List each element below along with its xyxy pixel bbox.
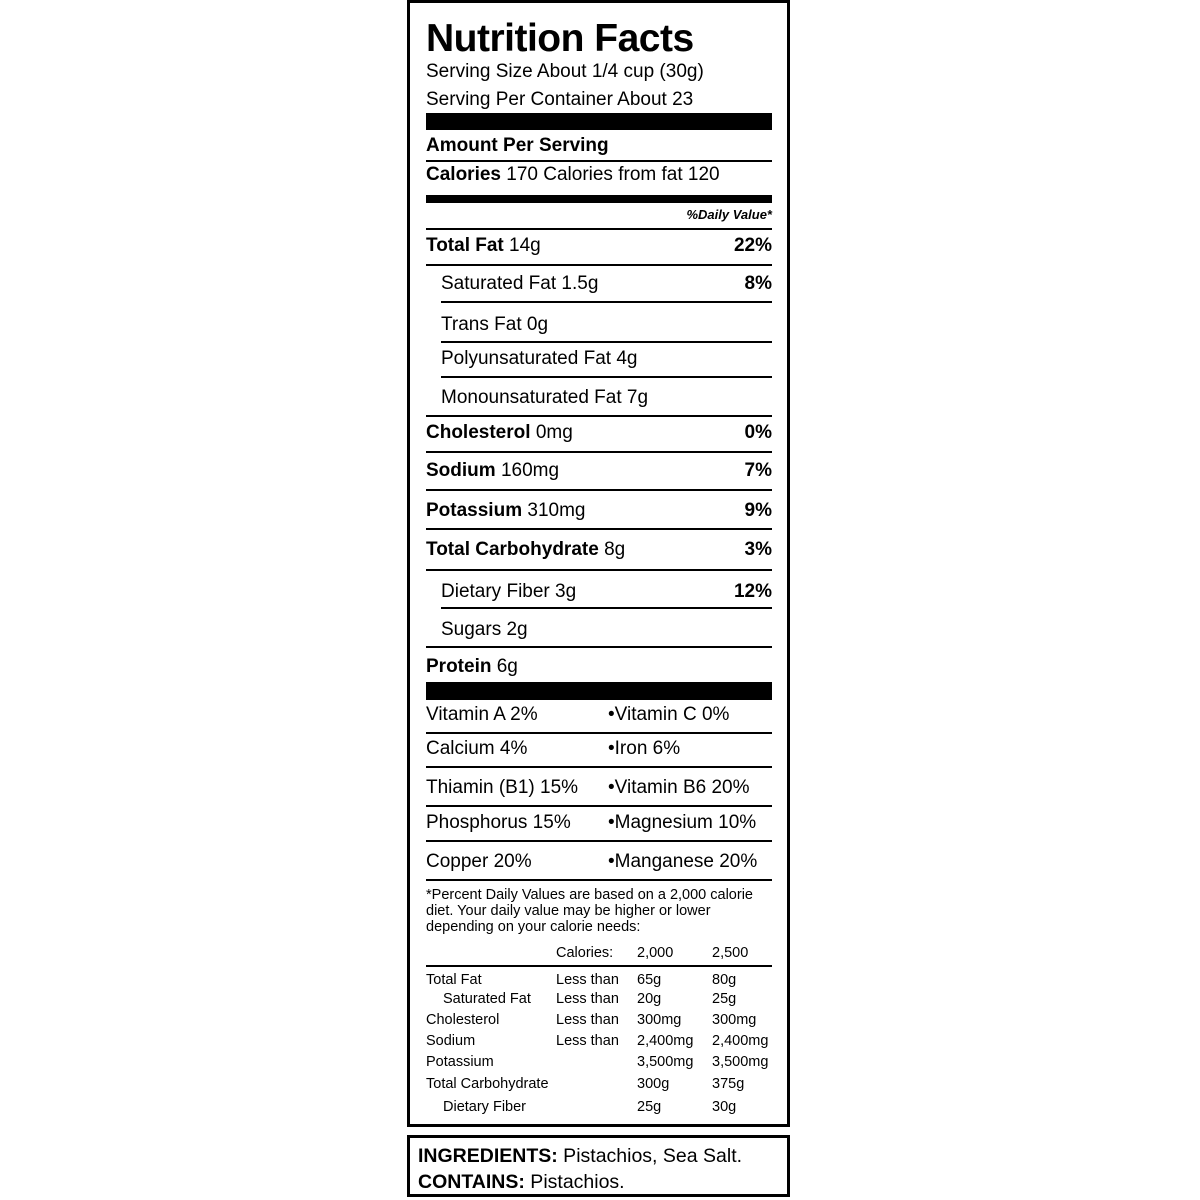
nutrient-amount: 0mg xyxy=(535,422,573,443)
divider xyxy=(441,341,772,343)
contains-label: CONTAINS: xyxy=(418,1171,525,1193)
calories-label: Calories xyxy=(426,164,501,185)
nutrient-dv: 8% xyxy=(744,273,772,294)
calories-line xyxy=(426,164,772,186)
divider xyxy=(426,879,772,881)
nutrient-name: Trans Fat 0g xyxy=(441,314,549,335)
nutrient-name: Cholesterol xyxy=(426,422,531,443)
nutrient-amount: 310mg xyxy=(527,500,586,521)
thick-divider xyxy=(426,682,772,700)
vitamin-left: Calcium 4% xyxy=(426,738,528,759)
header-2000: 2,000 xyxy=(637,945,674,961)
nutrient-row-saturated-fat xyxy=(426,273,772,295)
vitamin-left: Copper 20% xyxy=(426,851,532,872)
nutrition-facts-panel xyxy=(407,0,790,1127)
vitamin-right: •Manganese 20% xyxy=(608,851,758,872)
vitamin-left: Thiamin (B1) 15% xyxy=(426,777,579,798)
nutrient-name: Potassium xyxy=(426,500,523,521)
nutrient-dv: 22% xyxy=(733,235,772,256)
ingredients-panel xyxy=(407,1135,790,1197)
cell: Dietary Fiber xyxy=(443,1099,526,1115)
cell: 375g xyxy=(712,1076,745,1092)
nutrient-dv: 12% xyxy=(733,581,772,602)
nutrient-amount: 14g xyxy=(509,235,541,256)
cell: Less than xyxy=(556,1033,619,1049)
nutrient-row-sodium xyxy=(426,460,772,482)
cell: 300mg xyxy=(637,1012,682,1028)
nutrient-name: Saturated Fat 1.5g xyxy=(441,273,599,294)
cell: 3,500mg xyxy=(712,1054,769,1070)
divider xyxy=(426,228,772,230)
nutrient-dv: 7% xyxy=(744,460,772,481)
contains-text: Pistachios. xyxy=(524,1171,625,1193)
ingredients-label: INGREDIENTS: xyxy=(418,1145,558,1167)
cell: Less than xyxy=(556,991,619,1007)
nutrient-amount: 6g xyxy=(496,656,518,677)
nutrient-name: Total Fat xyxy=(426,235,504,256)
divider xyxy=(426,528,772,530)
nutrient-name: Sugars 2g xyxy=(441,619,528,640)
cell: 25g xyxy=(637,1099,662,1115)
vitamin-right: •Magnesium 10% xyxy=(608,812,757,833)
divider xyxy=(426,264,772,266)
ingredients-line xyxy=(418,1143,787,1169)
cell: Total Fat xyxy=(426,972,482,988)
divider xyxy=(441,607,772,609)
divider xyxy=(426,415,772,417)
divider xyxy=(426,965,772,967)
divider xyxy=(426,489,772,491)
cell: 65g xyxy=(637,972,662,988)
cell: Less than xyxy=(556,1012,619,1028)
panel-title: Nutrition Facts xyxy=(426,17,694,60)
calories-value: 170 Calories from fat 120 xyxy=(506,164,720,185)
cell: 2,400mg xyxy=(637,1033,694,1049)
nutrient-dv: 0% xyxy=(744,422,772,443)
nutrient-row-cholesterol xyxy=(426,422,772,444)
cell: Potassium xyxy=(426,1054,494,1070)
cell: 20g xyxy=(637,991,662,1007)
vitamin-left: Vitamin A 2% xyxy=(426,704,538,725)
nutrient-name: Dietary Fiber 3g xyxy=(441,581,577,602)
header-2500: 2,500 xyxy=(712,945,749,961)
nutrient-name: Polyunsaturated Fat 4g xyxy=(441,348,638,369)
divider xyxy=(441,376,772,378)
nutrient-dv: 3% xyxy=(744,539,772,560)
medium-divider xyxy=(426,195,772,203)
divider xyxy=(426,569,772,571)
vitamin-right: •Vitamin C 0% xyxy=(608,704,730,725)
nutrient-row-polyunsaturated-fat xyxy=(426,348,772,370)
divider xyxy=(426,732,772,734)
nutrient-row-monounsaturated-fat xyxy=(426,387,772,409)
nutrient-amount: 160mg xyxy=(500,460,560,481)
nutrient-row-total-carbohydrate xyxy=(426,539,772,561)
nutrient-row-trans-fat xyxy=(426,314,772,336)
cell: Saturated Fat xyxy=(443,991,531,1007)
nutrient-amount: 8g xyxy=(604,539,626,560)
serving-size: Serving Size About 1/4 cup (30g) xyxy=(426,61,704,82)
contains-line xyxy=(418,1169,787,1195)
nutrient-name: Sodium xyxy=(426,460,496,481)
amount-per-serving: Amount Per Serving xyxy=(426,135,609,156)
daily-value-header: %Daily Value* xyxy=(686,207,772,222)
divider xyxy=(426,451,772,453)
cell: 300mg xyxy=(712,1012,757,1028)
nutrient-name: Total Carbohydrate xyxy=(426,539,599,560)
divider xyxy=(426,646,772,648)
vitamin-right: •Iron 6% xyxy=(608,738,681,759)
cell: 80g xyxy=(712,972,737,988)
thick-divider xyxy=(426,113,772,130)
divider xyxy=(426,766,772,768)
cell: Total Carbohydrate xyxy=(426,1076,549,1092)
cell: Sodium xyxy=(426,1033,476,1049)
cell: 3,500mg xyxy=(637,1054,694,1070)
divider xyxy=(426,805,772,807)
nutrient-dv: 9% xyxy=(744,500,772,521)
cell: 25g xyxy=(712,991,737,1007)
divider xyxy=(441,301,772,303)
nutrient-row-sugars xyxy=(426,619,772,641)
daily-value-footnote: *Percent Daily Values are based on a 2,000 calorie diet. Your daily value may be higher or lower depending on your calorie needs: xyxy=(426,887,753,935)
nutrient-name: Monounsaturated Fat 7g xyxy=(441,387,649,408)
cell: Cholesterol xyxy=(426,1012,500,1028)
vitamin-right: •Vitamin B6 20% xyxy=(608,777,750,798)
nutrient-row-dietary-fiber xyxy=(426,581,772,603)
divider xyxy=(426,840,772,842)
vitamin-left: Phosphorus 15% xyxy=(426,812,571,833)
ingredients-text: Pistachios, Sea Salt. xyxy=(557,1145,743,1167)
cell: Less than xyxy=(556,972,619,988)
cell: 30g xyxy=(712,1099,737,1115)
servings-per-container: Serving Per Container About 23 xyxy=(426,89,694,110)
header-calories: Calories: xyxy=(556,945,614,961)
nutrient-row-potassium xyxy=(426,500,772,522)
nutrient-row-protein xyxy=(426,656,772,678)
nutrient-row-total-fat xyxy=(426,235,772,257)
divider xyxy=(426,160,772,162)
nutrient-name: Protein xyxy=(426,656,492,677)
cell: 300g xyxy=(637,1076,670,1092)
cell: 2,400mg xyxy=(712,1033,769,1049)
